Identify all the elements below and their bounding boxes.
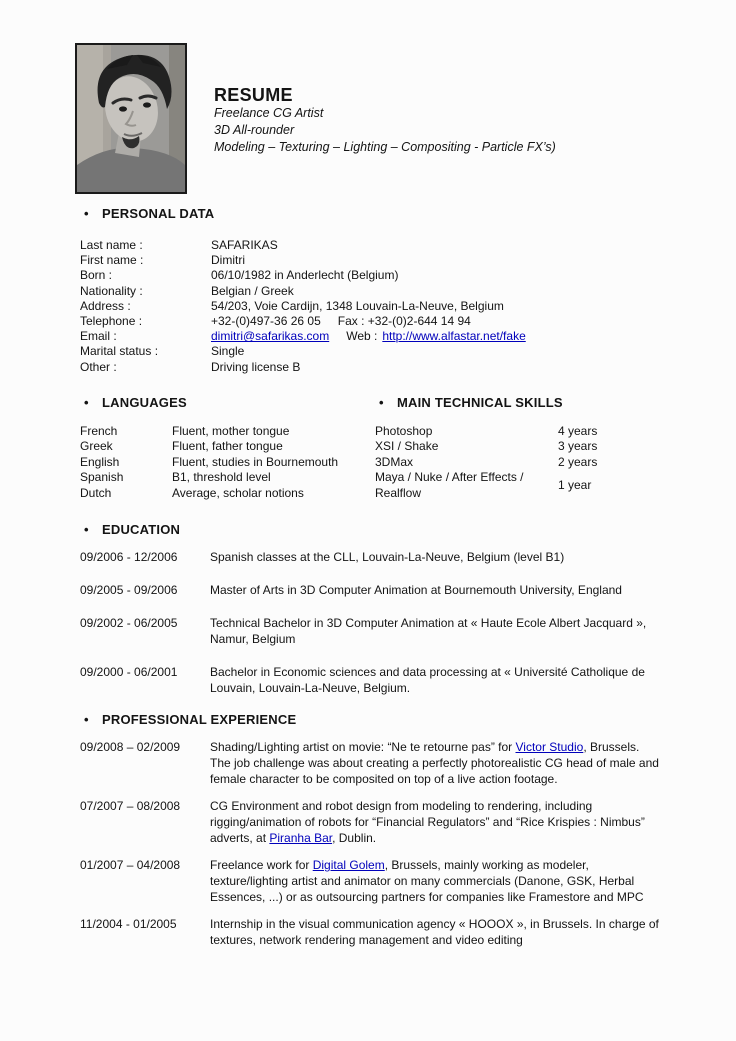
field-value: 54/203, Voie Cardijn, 1348 Louvain-La-Neuve, Belgium: [211, 298, 504, 313]
field-value: 06/10/1982 in Anderlecht (Belgium): [211, 268, 399, 283]
skill-row: [375, 439, 660, 455]
section-heading-skills: [375, 395, 660, 410]
bullet-icon: •: [84, 206, 89, 221]
section-title: LANGUAGES: [102, 394, 187, 410]
language-name: Greek: [80, 439, 113, 454]
language-row: [80, 455, 375, 471]
web-label: Web :: [346, 329, 378, 344]
education-period: 09/2000 - 06/2001: [80, 665, 178, 680]
subtitle-role: Freelance CG Artist: [214, 106, 324, 120]
section-heading-languages: [80, 395, 375, 410]
skill-years: 3 years: [558, 439, 598, 454]
experience-description: [210, 739, 660, 787]
section-heading-experience: [80, 712, 660, 727]
personal-row-marital-status: [80, 344, 660, 359]
subtitle-specialties: Modeling – Texturing – Lighting – Compositing - Particle FX’s): [214, 140, 556, 154]
bullet-icon: •: [379, 394, 384, 410]
experience-text: , Brussels, mainly working as modeler, texture/lighting artist and animator on many commercials (Danone, GSK, Herbal Essences, ...) or as outsourcing partners for companies like Framestore and MPC: [210, 858, 644, 905]
skill-years: 2 years: [558, 454, 598, 469]
field-label: Telephone :: [80, 314, 143, 329]
experience-row: [80, 916, 660, 948]
experience-text: CG Environment and robot design from modeling to rendering, including rigging/animation of robots for “Financial Regulators” and “Rice Krispies : Nimbus” adverts, at: [210, 799, 645, 846]
skill-name: Maya / Nuke / After Effects / Realflow: [375, 470, 524, 500]
skill-name: XSI / Shake: [375, 439, 439, 454]
education-rows: [80, 549, 660, 696]
experience-text: Freelance work for: [210, 858, 313, 873]
piranha-bar-link[interactable]: Piranha Bar: [269, 831, 333, 846]
education-description: Master of Arts in 3D Computer Animation at Bournemouth University, England: [210, 583, 622, 598]
language-row: [80, 439, 375, 455]
experience-text: , Dublin.: [332, 831, 377, 846]
language-level: Fluent, father tongue: [172, 439, 283, 454]
language-row: [80, 424, 375, 440]
field-value: SAFARIKAS: [211, 238, 278, 252]
experience-description: [210, 798, 660, 846]
field-label: Nationality :: [80, 283, 143, 298]
field-label: Born :: [80, 268, 113, 283]
education-period: 09/2005 - 09/2006: [80, 583, 178, 598]
fax-value: Fax : +32-(0)2-644 14 94: [337, 314, 471, 329]
telephone-value: +32-(0)497-36 26 05: [211, 314, 321, 329]
language-name: French: [80, 423, 118, 438]
field-label: Address :: [80, 298, 131, 313]
bullet-icon: •: [84, 394, 89, 410]
education-row: [80, 615, 660, 647]
personal-row-born: [80, 268, 660, 283]
page-title: RESUME: [214, 85, 293, 105]
education-row: [80, 549, 660, 565]
field-label: First name :: [80, 253, 144, 268]
language-level: Fluent, mother tongue: [172, 423, 290, 438]
personal-data-rows: [80, 238, 660, 375]
skill-years: 4 years: [558, 423, 598, 438]
personal-row-email: [80, 329, 660, 344]
skill-years: 1 year: [558, 478, 592, 493]
field-value: Dimitri: [211, 253, 245, 268]
victor-studio-link[interactable]: Victor Studio: [515, 740, 584, 755]
personal-row-other: [80, 360, 660, 375]
skill-row: [375, 455, 660, 471]
education-description: Bachelor in Economic sciences and data processing at « Université Catholique de Louvain, Louvain-La-Neuve, Belgium.: [210, 665, 645, 696]
language-level: Fluent, studies in Bournemouth: [172, 454, 339, 469]
language-level: B1, threshold level: [172, 470, 271, 485]
education-row: [80, 664, 660, 696]
field-value: Driving license B: [211, 359, 301, 374]
languages-skills-section: [80, 395, 660, 502]
education-description: Technical Bachelor in 3D Computer Animation at « Haute Ecole Albert Jacquard », Namur, Belgium: [210, 616, 647, 647]
experience-period: 09/2008 – 02/2009: [80, 740, 181, 755]
field-label: Email :: [80, 329, 117, 344]
skill-name: Photoshop: [375, 423, 433, 438]
language-row: [80, 470, 375, 486]
digital-golem-link[interactable]: Digital Golem: [312, 858, 385, 873]
header: [75, 43, 660, 194]
personal-row-last-name: [80, 238, 660, 253]
experience-period: 11/2004 - 01/2005: [80, 917, 177, 932]
education-period: 09/2002 - 06/2005: [80, 616, 178, 631]
title-block: [214, 43, 556, 194]
experience-period: 01/2007 – 04/2008: [80, 858, 181, 873]
skill-rows: [375, 424, 660, 502]
education-description: Spanish classes at the CLL, Louvain-La-Neuve, Belgium (level B1): [210, 550, 565, 565]
field-label: Other :: [80, 359, 117, 374]
experience-description: [210, 916, 660, 948]
experience-rows: [80, 739, 660, 948]
resume-content: [80, 0, 660, 959]
bullet-icon: •: [84, 712, 89, 728]
field-label: Marital status :: [80, 344, 159, 359]
experience-text: , Brussels. The job challenge was about creating a perfectly photorealistic CG head of male and female character to be composited on top of a live action footage.: [210, 740, 659, 787]
section-heading-personal-data: [80, 206, 660, 221]
section-heading-education: [80, 522, 660, 537]
experience-text: Internship in the visual communication agency « HOOOX », in Brussels. In charge of textures, network rendering management and video editing: [210, 917, 659, 948]
language-rows: [80, 424, 375, 502]
personal-row-address: [80, 299, 660, 314]
education-period: 09/2006 - 12/2006: [80, 550, 178, 565]
section-title: PROFESSIONAL EXPERIENCE: [102, 712, 297, 728]
experience-period: 07/2007 – 08/2008: [80, 799, 181, 814]
languages-column: [80, 395, 375, 502]
portrait-photo: [75, 43, 187, 194]
skills-column: [375, 395, 660, 502]
section-title: EDUCATION: [102, 522, 181, 538]
section-title: MAIN TECHNICAL SKILLS: [397, 394, 563, 410]
email-link[interactable]: dimitri@safarikas.com: [211, 329, 330, 344]
language-level: Average, scholar notions: [172, 485, 304, 500]
skill-row: [375, 424, 660, 440]
section-title: PERSONAL DATA: [102, 206, 215, 221]
personal-row-nationality: [80, 284, 660, 299]
bullet-icon: •: [84, 522, 89, 538]
website-link[interactable]: http://www.alfastar.net/fake: [382, 329, 526, 344]
language-name: Spanish: [80, 470, 124, 485]
language-name: Dutch: [80, 485, 112, 500]
experience-row: [80, 739, 660, 787]
skill-row: [375, 470, 660, 501]
experience-description: [210, 857, 660, 905]
education-row: [80, 582, 660, 598]
experience-text: Shading/Lighting artist on movie: “Ne te retourne pas” for: [210, 740, 516, 755]
experience-row: [80, 857, 660, 905]
portrait-photo-graphic: [77, 45, 185, 192]
subtitle-rounder: 3D All-rounder: [214, 123, 295, 137]
field-label: Last name :: [80, 238, 143, 252]
field-value: Single: [211, 344, 245, 359]
personal-row-first-name: [80, 253, 660, 268]
field-value: Belgian / Greek: [211, 283, 294, 298]
skill-name: 3DMax: [375, 454, 414, 469]
personal-row-telephone: [80, 314, 660, 329]
language-name: English: [80, 454, 120, 469]
language-row: [80, 486, 375, 502]
experience-row: [80, 798, 660, 846]
